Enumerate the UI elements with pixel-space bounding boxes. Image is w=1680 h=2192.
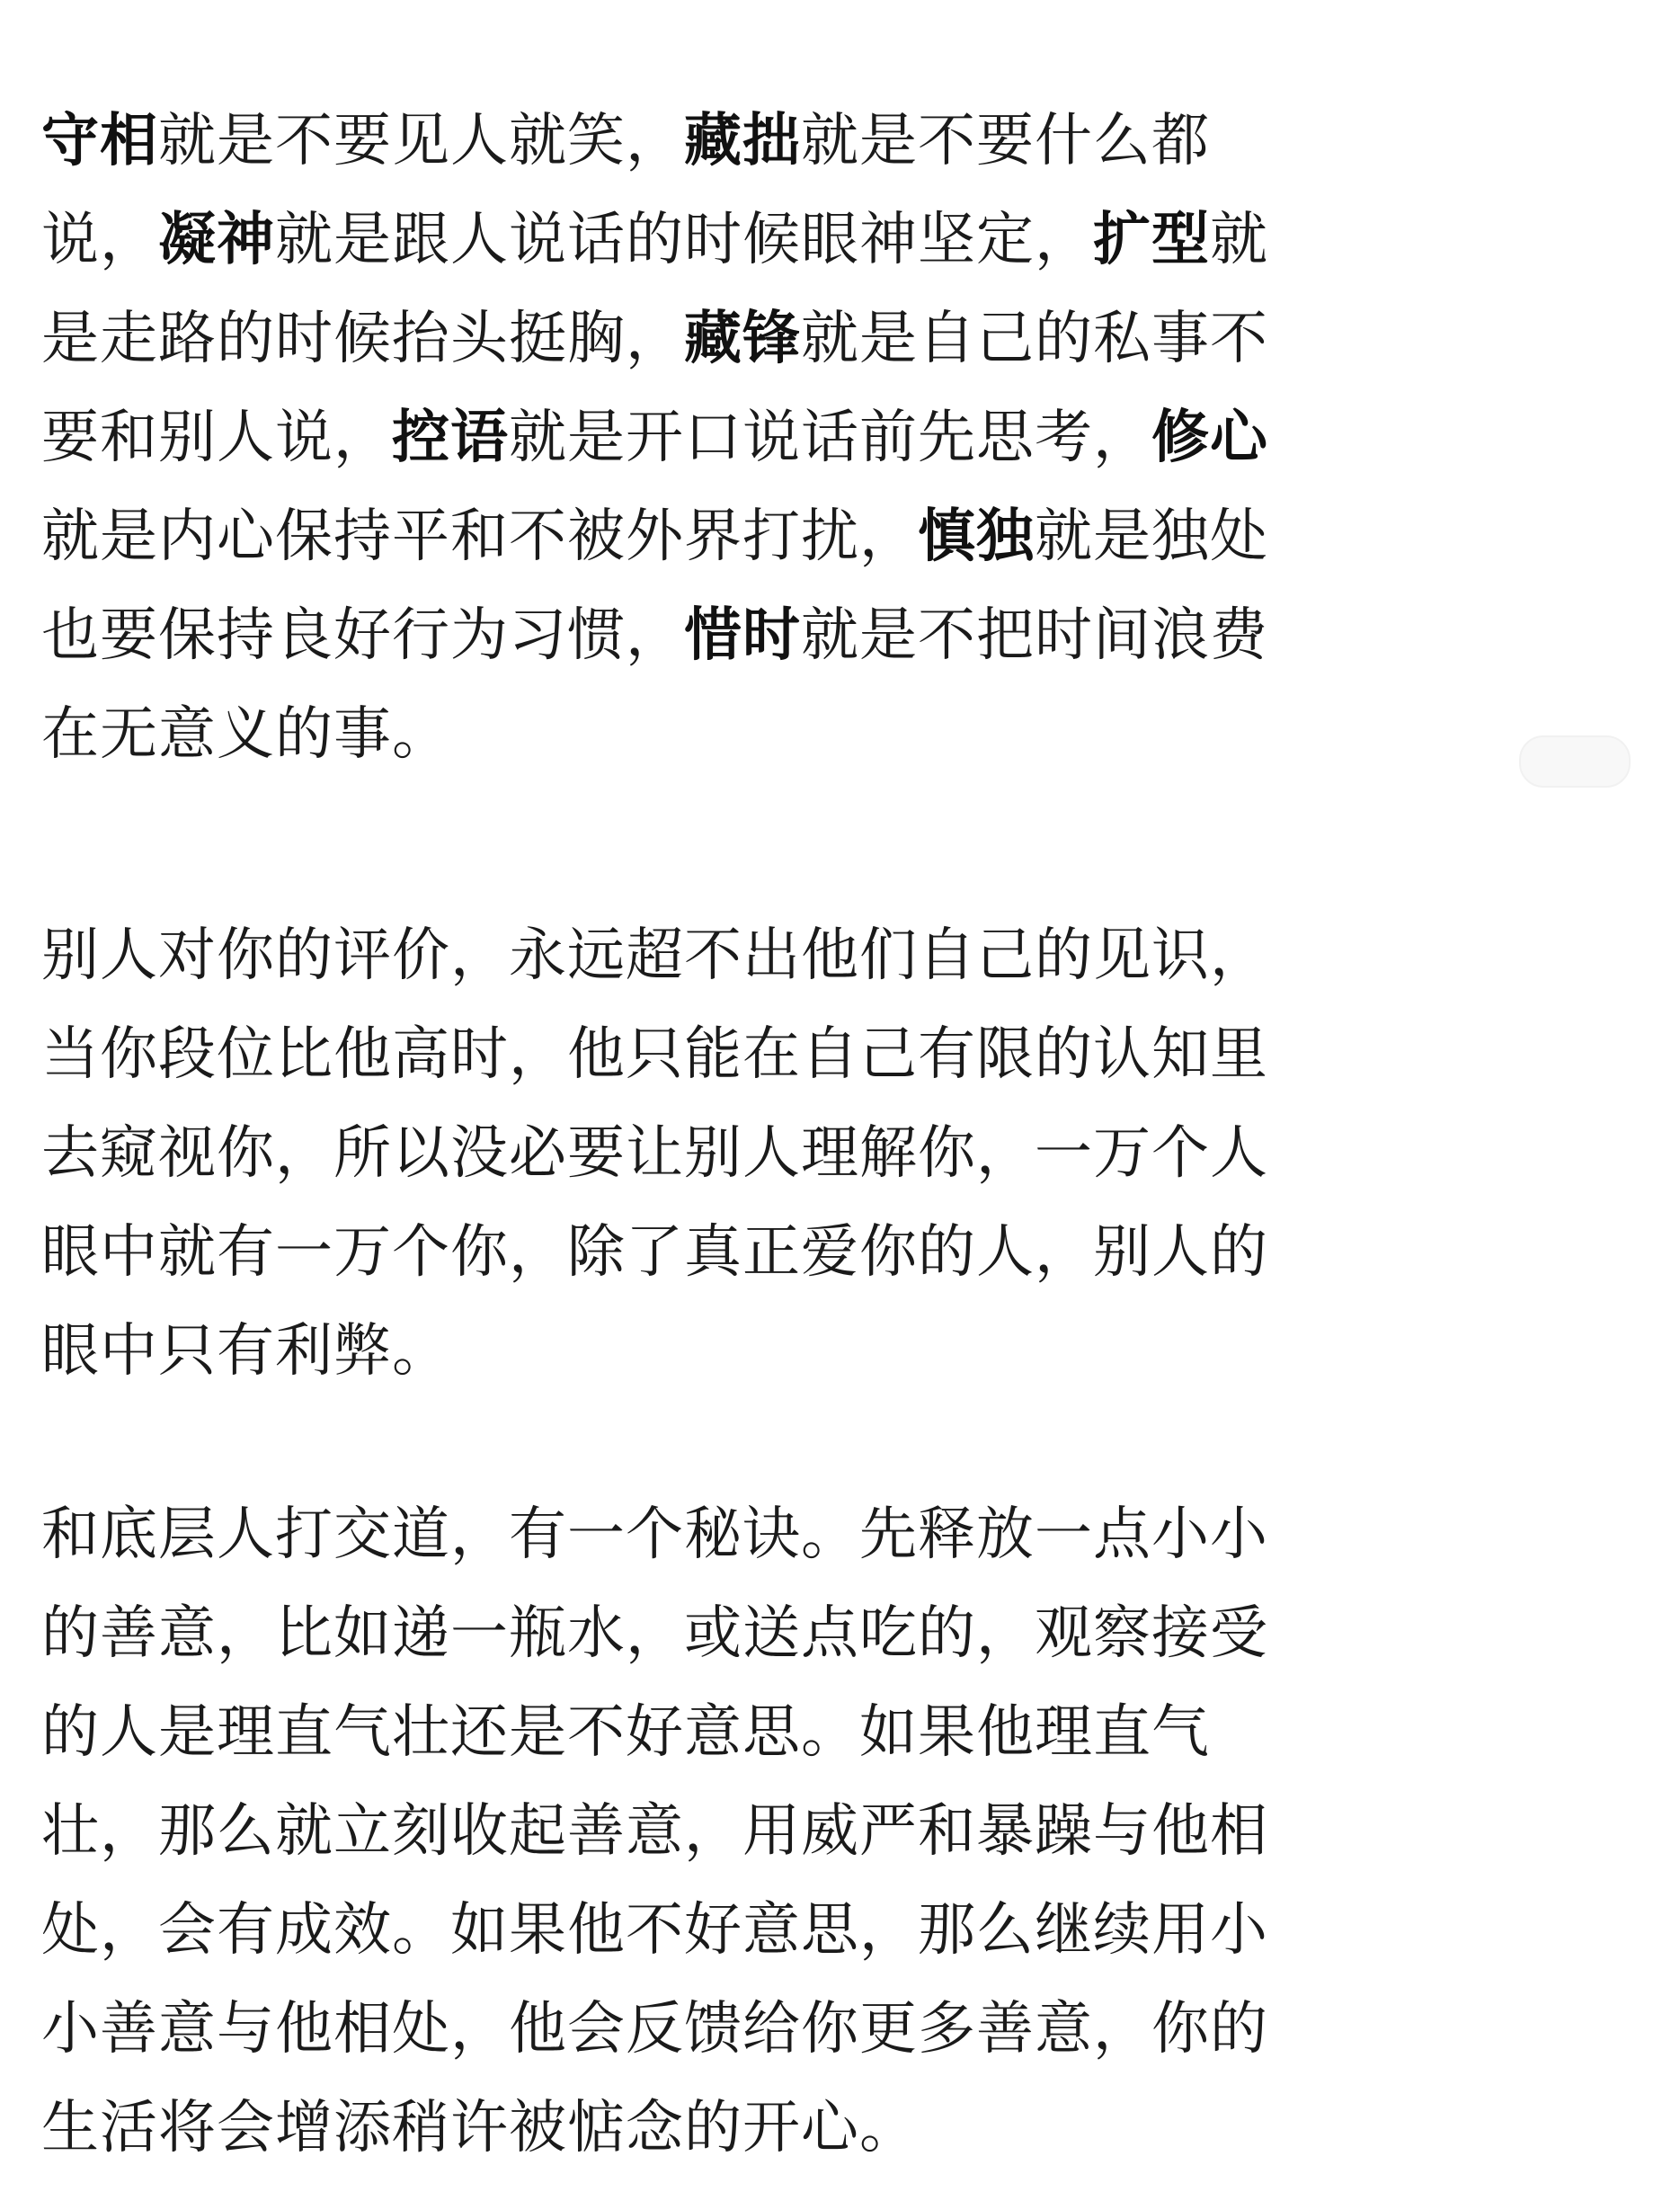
text-segment: 要和别人说，: [41, 405, 392, 471]
text-line: [41, 487, 1587, 586]
text-segment: 就是跟人说话的时候眼神坚定，: [275, 207, 1093, 273]
text-segment: 在无意义的事。: [41, 701, 450, 768]
text-segment: 眼中只有利弊。: [41, 1318, 450, 1385]
bold-keyword: 凝神: [158, 207, 275, 273]
text-line: [41, 1203, 1587, 1302]
text-segment: 也要保持良好行为习惯，: [41, 602, 684, 669]
text-segment: 说，: [41, 207, 158, 273]
text-line: [41, 1881, 1587, 1980]
bold-keyword: 修心: [1151, 405, 1268, 471]
bold-keyword: 守相: [41, 108, 158, 174]
text-segment: 小善意与他相处，他会反馈给你更多善意，你的: [41, 1996, 1268, 2063]
text-segment: 的善意，比如递一瓶水，或送点吃的，观察接受: [41, 1600, 1268, 1667]
text-segment: 就是不要什么都: [801, 108, 1210, 174]
text-segment: 就是不要见人就笑，: [158, 108, 684, 174]
paragraph-kindness-secret: [41, 1485, 1587, 2178]
paragraph-others-evaluation: [41, 906, 1587, 1401]
text-segment: 就: [1210, 207, 1268, 273]
text-line: [41, 906, 1587, 1005]
text-line: [41, 388, 1587, 487]
text-segment: 就是内心保持平和不被外界打扰，: [41, 503, 918, 570]
text-line: [41, 1683, 1587, 1782]
text-line: [41, 191, 1587, 290]
bold-keyword: 藏拙: [684, 108, 801, 174]
paragraph-character-traits: [41, 92, 1587, 784]
bold-keyword: 控语: [392, 405, 509, 471]
text-segment: 的人是理直气壮还是不好意思。如果他理直气: [41, 1699, 1210, 1766]
text-line: [41, 1005, 1587, 1104]
text-line: [41, 586, 1587, 685]
text-line: [41, 1104, 1587, 1203]
bold-keyword: 惜时: [684, 602, 801, 669]
text-segment: 别人对你的评价，永远超不出他们自己的见识，: [41, 922, 1268, 989]
text-segment: 就是独处: [1035, 503, 1268, 570]
text-segment: 当你段位比他高时，他只能在自己有限的认知里: [41, 1021, 1268, 1088]
text-line: [41, 1302, 1587, 1401]
text-segment: 眼中就有一万个你，除了真正爱你的人，别人的: [41, 1219, 1268, 1286]
text-line: [41, 1980, 1587, 2079]
text-line: [41, 1782, 1587, 1881]
text-line: [41, 685, 1587, 784]
watermark: [1519, 735, 1631, 788]
text-line: [41, 290, 1587, 388]
text-line: [41, 92, 1587, 191]
text-segment: 是走路的时候抬头挺胸，: [41, 306, 684, 372]
text-segment: 去窥视你，所以没必要让别人理解你，一万个人: [41, 1120, 1268, 1187]
bold-keyword: 藏锋: [684, 306, 801, 372]
text-segment: 处，会有成效。如果他不好意思，那么继续用小: [41, 1897, 1268, 1964]
text-segment: 就是开口说话前先思考，: [509, 405, 1151, 471]
text-segment: 和底层人打交道，有一个秘诀。先释放一点小小: [41, 1501, 1268, 1568]
text-segment: 壮，那么就立刻收起善意，用威严和暴躁与他相: [41, 1798, 1268, 1865]
text-line: [41, 1485, 1587, 1584]
text-line: [41, 1584, 1587, 1683]
text-line: [41, 2079, 1587, 2178]
text-segment: 就是不把时间浪费: [801, 602, 1268, 669]
text-segment: 就是自己的私事不: [801, 306, 1268, 372]
bold-keyword: 扩型: [1093, 207, 1210, 273]
bold-keyword: 慎独: [918, 503, 1035, 570]
text-segment: 生活将会增添稍许被惦念的开心。: [41, 2095, 918, 2161]
